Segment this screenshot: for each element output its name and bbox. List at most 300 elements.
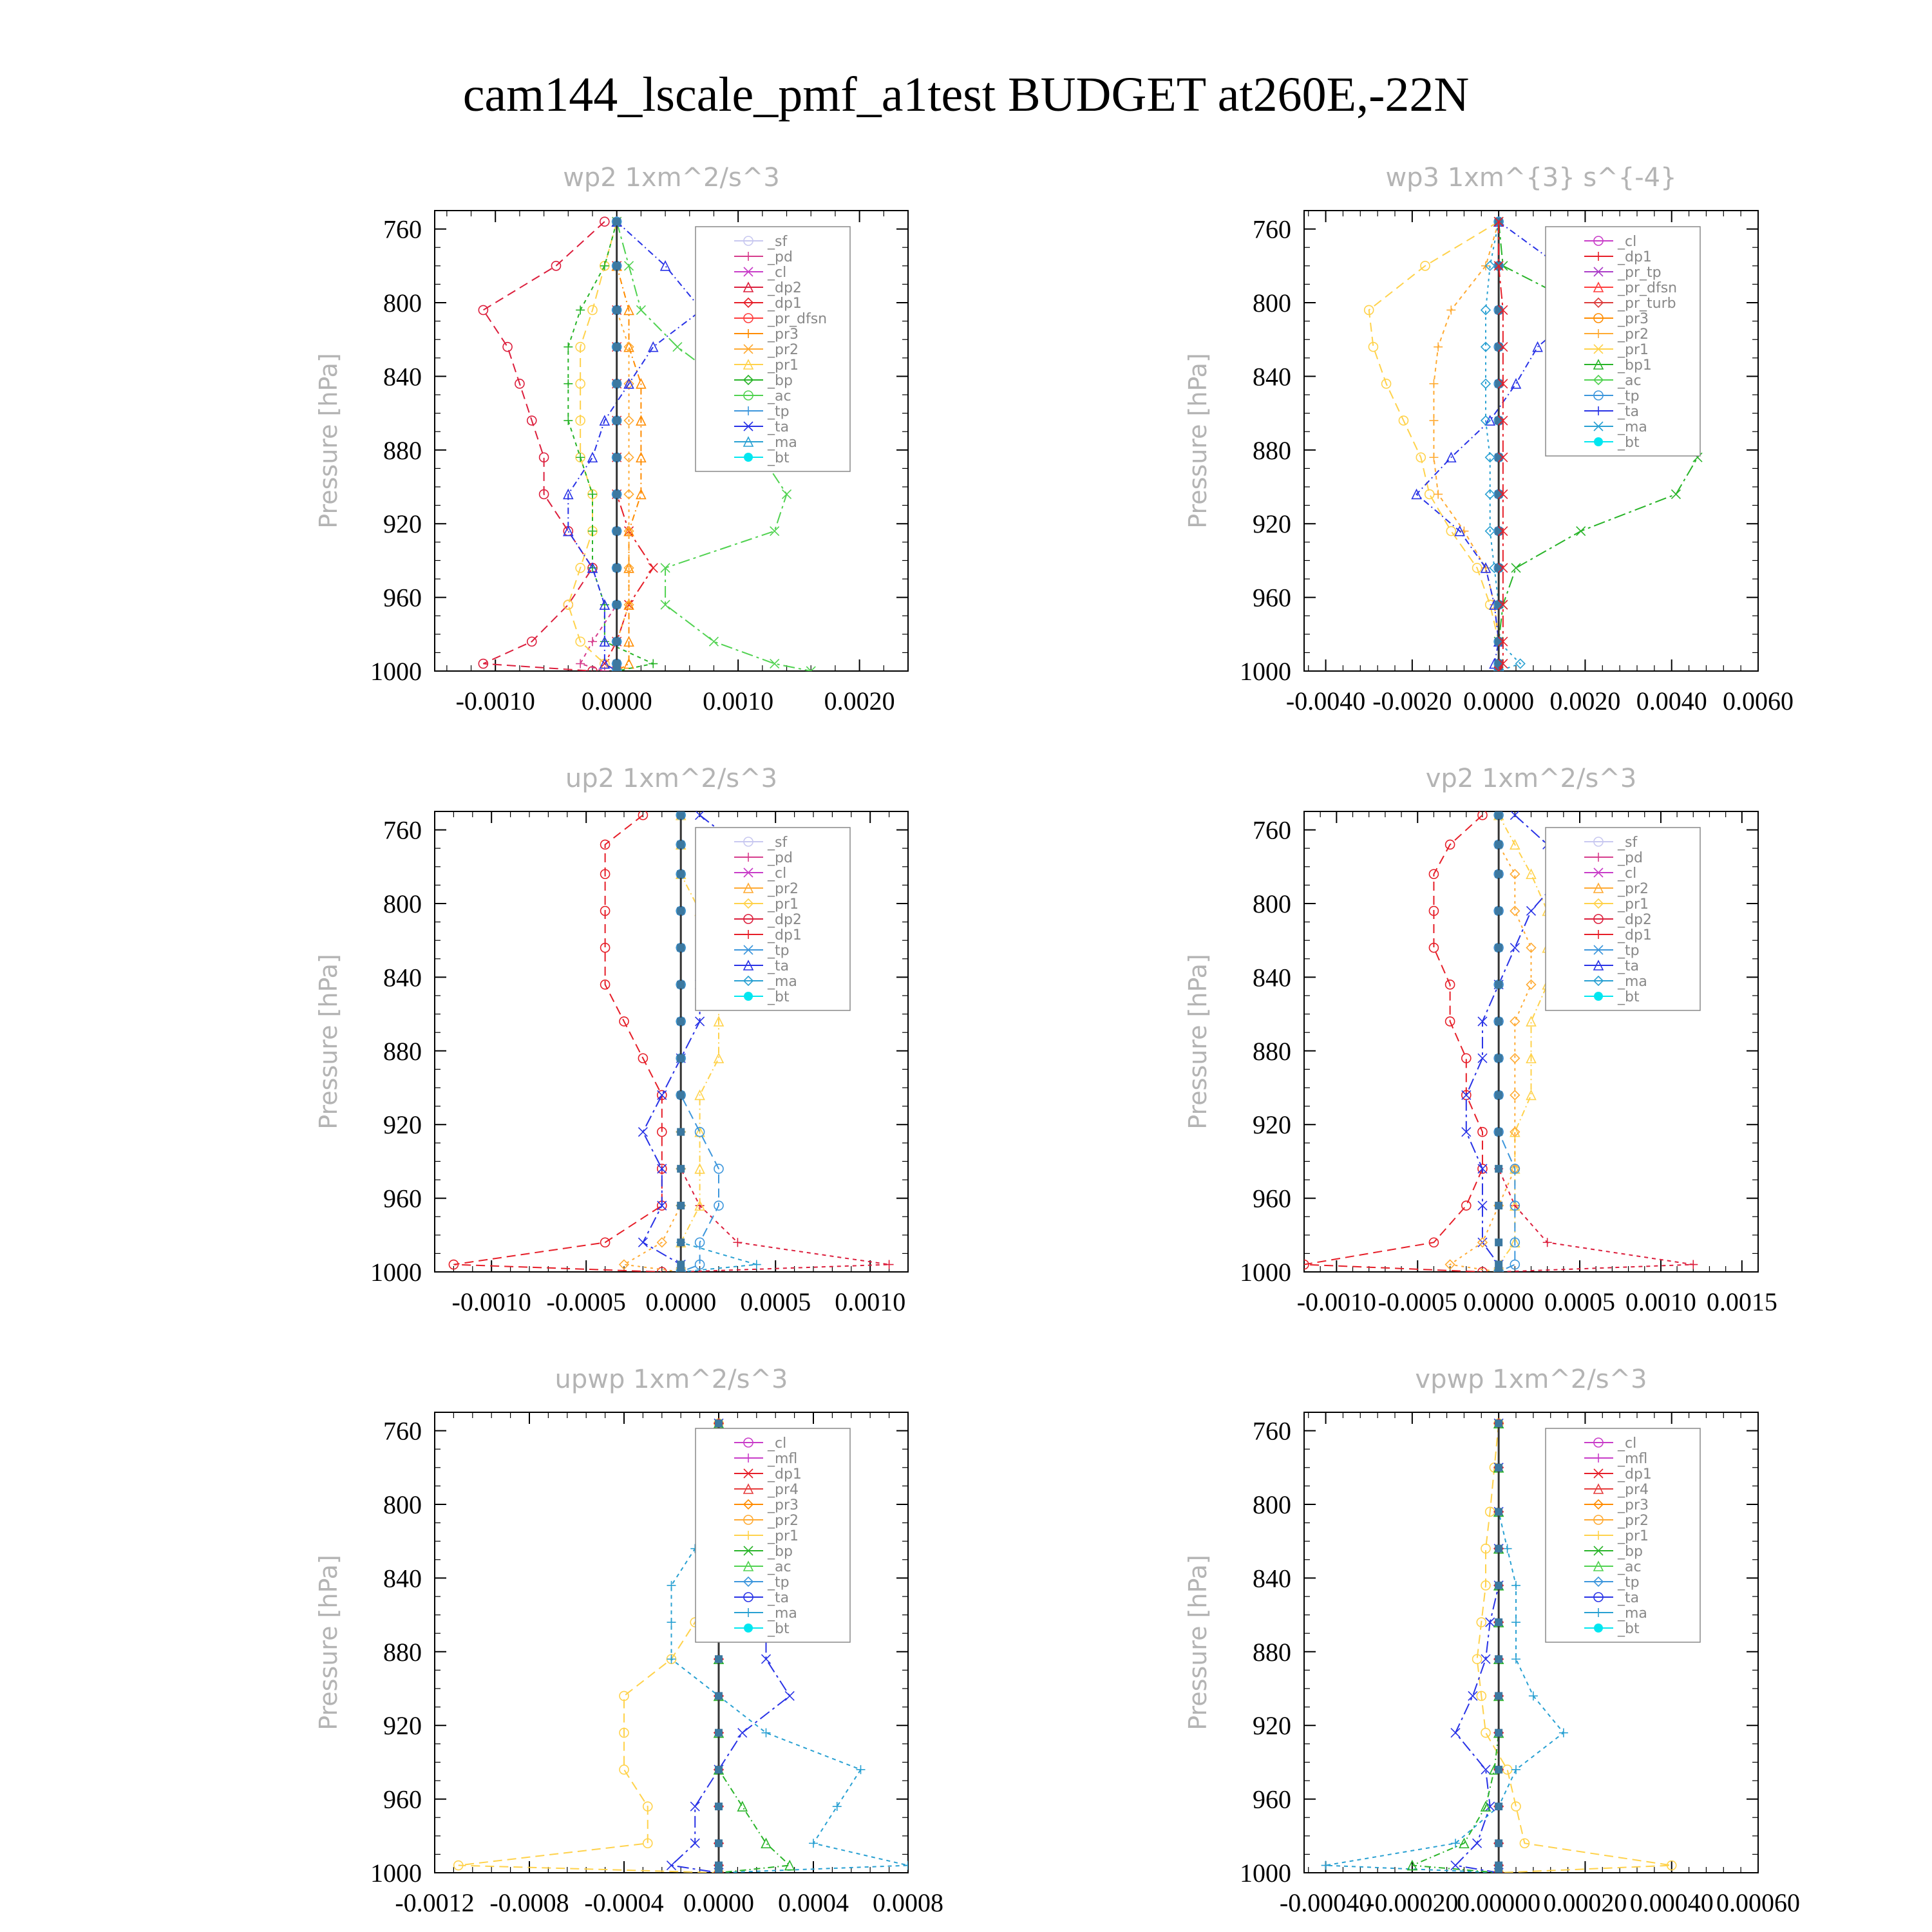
data-point-pr1 bbox=[1527, 1017, 1536, 1026]
legend-label: _dp1 bbox=[768, 1466, 802, 1482]
legend-label: _bt bbox=[768, 989, 790, 1005]
data-point-ma bbox=[1321, 1861, 1331, 1870]
data-point-bt bbox=[1495, 601, 1502, 609]
legend-label: _bt bbox=[1618, 1621, 1640, 1637]
legend-label: _ma bbox=[768, 1605, 797, 1622]
x-tick-label: -0.0008 bbox=[489, 1888, 569, 1917]
legend-label: _pr3 bbox=[768, 327, 799, 343]
data-point-ta bbox=[785, 1691, 794, 1700]
data-point-bt bbox=[677, 1091, 685, 1099]
legend-label: _ma bbox=[1618, 1605, 1647, 1622]
y-tick-label: 1000 bbox=[370, 657, 422, 686]
y-tick-label: 1000 bbox=[370, 1258, 422, 1287]
legend-label: _pr4 bbox=[1618, 1482, 1649, 1498]
data-point-bt bbox=[677, 811, 685, 819]
y-tick-label: 1000 bbox=[1240, 1859, 1291, 1888]
data-point-bt bbox=[1495, 417, 1502, 424]
legend-marker bbox=[744, 992, 753, 1001]
data-point-dp2 bbox=[885, 1260, 894, 1269]
legend-label: _ac bbox=[768, 388, 791, 404]
y-axis-label: Pressure [hPa] bbox=[1184, 353, 1212, 529]
legend-label: _sf bbox=[1618, 835, 1638, 851]
y-tick-label: 760 bbox=[1253, 214, 1291, 244]
data-point-ta bbox=[1510, 943, 1519, 952]
data-point-ta bbox=[588, 453, 597, 462]
data-point-pr1 bbox=[564, 600, 573, 609]
chart-title: upwp 1xm^2/s^3 bbox=[554, 1365, 788, 1394]
chart-panel-5 bbox=[314, 1365, 943, 1917]
x-tick-label: -0.0010 bbox=[451, 1287, 531, 1316]
legend-label: _cl bbox=[768, 1435, 787, 1452]
data-point-pr1 bbox=[1425, 489, 1434, 498]
legend-label: _pr1 bbox=[768, 896, 799, 913]
legend-label: _ma bbox=[1618, 419, 1647, 435]
x-tick-label: 0.0000 bbox=[581, 687, 652, 715]
y-axis-label: Pressure [hPa] bbox=[314, 353, 343, 529]
legend-label: _ac bbox=[1618, 1559, 1642, 1575]
legend-label: _bp bbox=[1618, 1544, 1643, 1560]
data-point-ta bbox=[667, 1861, 676, 1870]
legend-label: _bt bbox=[768, 450, 790, 466]
legend-label: _pr3 bbox=[768, 1497, 799, 1513]
y-tick-label: 800 bbox=[383, 289, 422, 317]
data-point-bt bbox=[1495, 1054, 1502, 1062]
legend-label: _pr1 bbox=[1618, 1528, 1649, 1544]
data-point-ta bbox=[1527, 906, 1536, 915]
data-point-bt bbox=[677, 840, 685, 848]
y-tick-label: 840 bbox=[383, 1564, 422, 1593]
data-point-dp1 bbox=[649, 564, 658, 573]
data-point-bt bbox=[677, 944, 685, 952]
x-tick-label: 0.0004 bbox=[778, 1888, 849, 1917]
data-point-ac bbox=[770, 527, 779, 536]
chart-panel-6 bbox=[1184, 1365, 1800, 1917]
legend-label: _dp1 bbox=[768, 296, 802, 312]
data-point-bt bbox=[1495, 564, 1502, 572]
legend-label: _tp bbox=[1618, 388, 1640, 404]
data-point-bt bbox=[613, 564, 621, 572]
data-point-ma bbox=[904, 1861, 913, 1870]
data-point-bt bbox=[1495, 1582, 1502, 1589]
y-tick-label: 1000 bbox=[1240, 1258, 1291, 1287]
data-point-ac bbox=[709, 637, 718, 646]
x-tick-label: 0.0000 bbox=[683, 1888, 754, 1917]
y-tick-label: 920 bbox=[1253, 1711, 1291, 1741]
legend-label: _ta bbox=[1618, 404, 1640, 420]
legend-label: _cl bbox=[768, 866, 787, 882]
chart-panel-1 bbox=[314, 163, 908, 715]
legend-label: _pd bbox=[768, 850, 793, 866]
legend-label: _pr4 bbox=[768, 1482, 799, 1498]
data-point-bp bbox=[564, 416, 573, 425]
y-tick-label: 880 bbox=[1253, 435, 1291, 465]
chart-title: wp2 1xm^2/s^3 bbox=[563, 163, 780, 193]
legend-label: _pd bbox=[768, 249, 793, 265]
data-point-pr1 bbox=[1511, 1802, 1520, 1811]
legend-marker bbox=[744, 453, 753, 462]
data-point-bt bbox=[613, 218, 621, 225]
data-point-pr1 bbox=[620, 1691, 629, 1700]
data-point-bt bbox=[1495, 1268, 1502, 1276]
series-line-dp1 bbox=[1304, 815, 1482, 1272]
y-tick-label: 760 bbox=[383, 1416, 422, 1446]
y-tick-label: 840 bbox=[383, 362, 422, 392]
data-point-bt bbox=[613, 262, 621, 270]
y-tick-label: 840 bbox=[1253, 963, 1291, 992]
data-point-ma bbox=[1529, 1691, 1538, 1700]
legend-label: _tp bbox=[768, 943, 790, 959]
legend-marker bbox=[1594, 437, 1603, 446]
series-line-pd bbox=[580, 222, 617, 671]
data-point-bt bbox=[1495, 981, 1502, 989]
data-point-dp2 bbox=[503, 343, 512, 352]
figure-title: cam144_lscale_pmf_a1test BUDGET at260E,-22N bbox=[462, 68, 1470, 122]
data-point-bt bbox=[613, 306, 621, 314]
y-tick-label: 920 bbox=[383, 509, 422, 539]
data-point-ma bbox=[1511, 1654, 1520, 1663]
legend-label: _ta bbox=[768, 1590, 790, 1606]
data-point-pd bbox=[576, 659, 585, 668]
y-tick-label: 960 bbox=[383, 1785, 422, 1814]
data-point-bp bbox=[576, 305, 585, 314]
legend-label: _pr2 bbox=[768, 881, 799, 897]
data-point-bt bbox=[1495, 1729, 1502, 1737]
data-point-bp1 bbox=[1577, 527, 1586, 536]
data-point-bt bbox=[1495, 944, 1502, 952]
y-axis-label: Pressure [hPa] bbox=[314, 954, 343, 1130]
x-tick-label: 0.0005 bbox=[740, 1287, 811, 1316]
data-point-dp2 bbox=[478, 305, 488, 314]
data-point-bt bbox=[1495, 1618, 1502, 1626]
y-tick-label: 1000 bbox=[1240, 657, 1291, 686]
legend-label: _pr_tp bbox=[1618, 265, 1662, 281]
x-tick-label: 0.0015 bbox=[1706, 1287, 1777, 1316]
legend-label: _mfl bbox=[1618, 1451, 1648, 1467]
data-point-bt bbox=[677, 1054, 685, 1062]
series-line-pr2 bbox=[624, 815, 681, 1272]
x-tick-label: -0.0004 bbox=[584, 1888, 664, 1917]
legend-label: _dp1 bbox=[1618, 1466, 1652, 1482]
x-tick-label: 0.0008 bbox=[873, 1888, 943, 1917]
data-point-pr2 bbox=[1429, 453, 1438, 462]
y-tick-label: 880 bbox=[383, 1637, 422, 1667]
y-tick-label: 840 bbox=[1253, 1564, 1291, 1593]
x-tick-label: 0.00060 bbox=[1716, 1888, 1800, 1917]
x-tick-label: 0.00040 bbox=[1629, 1888, 1714, 1917]
legend-label: _mfl bbox=[768, 1451, 798, 1467]
legend-label: _pr_dfsn bbox=[768, 311, 828, 327]
data-point-pr1 bbox=[1481, 1728, 1490, 1738]
y-tick-label: 880 bbox=[1253, 1036, 1291, 1066]
data-point-pr2 bbox=[1429, 379, 1438, 388]
legend-label: _pr1 bbox=[1618, 342, 1649, 358]
data-point-bt bbox=[677, 1238, 685, 1246]
data-point-bt bbox=[613, 453, 621, 461]
legend-label: _ta bbox=[768, 419, 790, 435]
legend-label: _pr2 bbox=[1618, 881, 1649, 897]
data-point-pr1 bbox=[1446, 527, 1455, 536]
legend-label: _pr1 bbox=[768, 357, 799, 374]
x-tick-label: 0.0020 bbox=[824, 687, 895, 715]
data-point-ta bbox=[738, 1728, 747, 1738]
data-point-pd bbox=[588, 637, 597, 646]
data-point-bt bbox=[1495, 1655, 1502, 1663]
legend-label: _pr1 bbox=[768, 1528, 799, 1544]
data-point-bt bbox=[1495, 1165, 1502, 1173]
y-axis-label: Pressure [hPa] bbox=[1184, 954, 1212, 1130]
data-point-ma bbox=[667, 1581, 676, 1590]
x-tick-label: 0.0040 bbox=[1636, 687, 1707, 715]
x-tick-label: -0.00020 bbox=[1366, 1888, 1459, 1917]
chart-panel-3 bbox=[314, 764, 908, 1316]
y-tick-label: 800 bbox=[1253, 889, 1291, 918]
legend-marker bbox=[1594, 1624, 1603, 1633]
x-tick-label: -0.0020 bbox=[1372, 687, 1452, 715]
legend-label: _sf bbox=[768, 835, 788, 851]
legend-label: _pr1 bbox=[1618, 896, 1649, 913]
legend-label: _cl bbox=[768, 265, 787, 281]
y-tick-label: 760 bbox=[383, 214, 422, 244]
data-point-bt bbox=[715, 1839, 723, 1847]
x-tick-label: 0.0020 bbox=[1549, 687, 1621, 715]
legend-label: _tp bbox=[1618, 943, 1640, 959]
x-tick-label: -0.00040 bbox=[1279, 1888, 1372, 1917]
series-line-bp bbox=[1412, 1423, 1499, 1873]
data-point-bt bbox=[677, 981, 685, 989]
data-point-ma bbox=[809, 1839, 818, 1848]
chart-panel-4 bbox=[1184, 764, 1777, 1316]
data-point-bt bbox=[613, 660, 621, 668]
data-point-pr1 bbox=[1527, 1090, 1536, 1099]
data-point-ta bbox=[649, 343, 658, 352]
data-point-pr2 bbox=[1429, 416, 1438, 425]
y-tick-label: 960 bbox=[1253, 1785, 1291, 1814]
legend-label: _bt bbox=[768, 1621, 790, 1637]
data-point-dp2 bbox=[1543, 1238, 1552, 1247]
y-tick-label: 760 bbox=[1253, 815, 1291, 845]
data-point-bt bbox=[1495, 1803, 1502, 1810]
data-point-ta bbox=[1533, 343, 1542, 352]
data-point-bt bbox=[1495, 453, 1502, 461]
data-point-ac bbox=[673, 343, 682, 352]
data-point-bp bbox=[762, 1839, 771, 1848]
series-line-dp1 bbox=[453, 815, 661, 1272]
data-point-bt bbox=[1495, 527, 1502, 535]
data-point-ma bbox=[857, 1765, 866, 1774]
data-point-bt bbox=[1495, 1839, 1502, 1847]
legend-label: _pr3 bbox=[1618, 311, 1649, 327]
legend-label: _bp bbox=[768, 1544, 793, 1560]
data-point-bt bbox=[715, 1729, 723, 1737]
legend-label: _pr3 bbox=[1618, 1497, 1649, 1513]
x-tick-label: -0.0010 bbox=[455, 687, 535, 715]
legend-label: _tp bbox=[768, 1575, 790, 1591]
data-point-bt bbox=[1495, 1238, 1502, 1246]
y-tick-label: 960 bbox=[1253, 583, 1291, 612]
y-tick-label: 920 bbox=[383, 1110, 422, 1140]
data-point-bp bbox=[738, 1802, 747, 1811]
data-point-ac bbox=[636, 305, 645, 314]
y-tick-label: 840 bbox=[1253, 362, 1291, 392]
series-line-pr1 bbox=[1499, 815, 1548, 1272]
x-tick-label: 0.00000 bbox=[1457, 1888, 1541, 1917]
data-point-ac bbox=[625, 261, 634, 270]
legend-marker bbox=[744, 1624, 753, 1633]
data-point-bt bbox=[677, 907, 685, 914]
y-tick-label: 800 bbox=[383, 889, 422, 918]
legend-label: _cl bbox=[1618, 1435, 1637, 1452]
legend-label: _pr2 bbox=[1618, 1513, 1649, 1529]
y-axis-label: Pressure [hPa] bbox=[314, 1555, 343, 1730]
data-point-bt bbox=[715, 1862, 723, 1870]
data-point-bt bbox=[1495, 1766, 1502, 1774]
y-axis-label: Pressure [hPa] bbox=[1184, 1555, 1212, 1730]
legend-label: _ma bbox=[768, 974, 797, 990]
data-point-pr1 bbox=[1503, 1765, 1512, 1774]
y-tick-label: 840 bbox=[383, 963, 422, 992]
x-tick-label: -0.0010 bbox=[1296, 1287, 1377, 1316]
y-tick-label: 800 bbox=[1253, 1490, 1291, 1519]
y-tick-label: 800 bbox=[1253, 289, 1291, 317]
legend-label: _ma bbox=[768, 435, 797, 451]
data-point-ta bbox=[1468, 1691, 1477, 1700]
data-point-bt bbox=[1495, 1545, 1502, 1553]
legend-label: _dp1 bbox=[768, 927, 802, 943]
data-point-bt bbox=[715, 1869, 723, 1877]
x-tick-label: 0.0000 bbox=[1463, 1287, 1535, 1316]
data-point-bt bbox=[1495, 811, 1502, 819]
legend-label: _dp2 bbox=[768, 280, 802, 296]
data-point-ta bbox=[638, 1238, 647, 1247]
data-point-bt bbox=[715, 1419, 723, 1427]
data-point-bt bbox=[613, 417, 621, 424]
data-point-bt bbox=[677, 870, 685, 878]
data-point-bt bbox=[613, 380, 621, 388]
legend-label: _tp bbox=[1618, 1575, 1640, 1591]
data-point-bt bbox=[677, 1261, 685, 1269]
data-point-bt bbox=[715, 1803, 723, 1810]
panels bbox=[314, 163, 1800, 1917]
series-line-dp2 bbox=[483, 222, 604, 671]
legend-label: _bp1 bbox=[1618, 357, 1652, 374]
y-tick-label: 960 bbox=[1253, 1184, 1291, 1213]
data-point-dp2 bbox=[1689, 1260, 1698, 1269]
y-tick-label: 920 bbox=[1253, 1110, 1291, 1140]
y-tick-label: 800 bbox=[383, 1490, 422, 1519]
data-point-bt bbox=[1495, 1091, 1502, 1099]
legend-label: _pr2 bbox=[768, 342, 799, 358]
legend-label: _pr_dfsn bbox=[1618, 280, 1678, 296]
y-tick-label: 880 bbox=[1253, 1637, 1291, 1667]
data-point-ma bbox=[752, 1260, 761, 1269]
legend-label: _ac bbox=[1618, 373, 1642, 389]
data-point-bt bbox=[677, 1268, 685, 1276]
data-point-ma bbox=[1511, 1581, 1520, 1590]
y-tick-label: 760 bbox=[383, 815, 422, 845]
legend-label: _ac bbox=[768, 1559, 791, 1575]
legend-label: _ma bbox=[1618, 974, 1647, 990]
legend-label: _ta bbox=[768, 958, 790, 974]
data-point-bt bbox=[1495, 343, 1502, 351]
data-point-bt bbox=[1495, 870, 1502, 878]
data-point-bt bbox=[613, 601, 621, 609]
chart-title: vpwp 1xm^2/s^3 bbox=[1415, 1365, 1647, 1394]
data-point-ta bbox=[1478, 1054, 1487, 1063]
data-point-bp1 bbox=[1671, 489, 1680, 498]
legend-label: _dp2 bbox=[1618, 912, 1652, 928]
x-tick-label: -0.0005 bbox=[1378, 1287, 1457, 1316]
data-point-ta bbox=[638, 1128, 647, 1137]
data-point-bt bbox=[1495, 1128, 1502, 1136]
data-point-bt bbox=[1495, 1464, 1502, 1472]
data-point-ma bbox=[1511, 1618, 1520, 1627]
legend-label: _pr2 bbox=[768, 1513, 799, 1529]
x-tick-label: -0.0040 bbox=[1285, 687, 1366, 715]
chart-title: wp3 1xm^{3} s^{-4} bbox=[1385, 163, 1677, 193]
x-tick-label: -0.0012 bbox=[395, 1888, 475, 1917]
data-point-bp1 bbox=[1511, 564, 1520, 573]
legend-label: _bt bbox=[1618, 435, 1640, 451]
data-point-ta bbox=[1511, 379, 1520, 388]
data-point-ma bbox=[1559, 1728, 1568, 1738]
y-tick-label: 880 bbox=[383, 1036, 422, 1066]
x-tick-label: -0.0005 bbox=[546, 1287, 626, 1316]
legend-label: _dp1 bbox=[1618, 927, 1652, 943]
data-point-bt bbox=[613, 667, 621, 675]
data-point-bt bbox=[1495, 490, 1502, 498]
data-point-ma bbox=[1503, 1544, 1512, 1553]
data-point-bt bbox=[1495, 907, 1502, 914]
y-tick-label: 880 bbox=[383, 435, 422, 465]
legend-label: _ta bbox=[1618, 1590, 1640, 1606]
x-tick-label: 0.00020 bbox=[1543, 1888, 1627, 1917]
y-tick-label: 760 bbox=[1253, 1416, 1291, 1446]
data-point-ta bbox=[1481, 1654, 1490, 1663]
legend-marker bbox=[1594, 992, 1603, 1001]
data-point-pr1 bbox=[714, 1054, 723, 1063]
data-point-bt bbox=[1495, 380, 1502, 388]
data-point-pr2 bbox=[1434, 489, 1443, 498]
data-point-bt bbox=[1495, 840, 1502, 848]
x-tick-label: 0.0060 bbox=[1723, 687, 1794, 715]
data-point-pr2 bbox=[1527, 980, 1536, 989]
data-point-bt bbox=[715, 1655, 723, 1663]
x-tick-label: 0.0010 bbox=[703, 687, 774, 715]
series-line-ma bbox=[1326, 1423, 1564, 1873]
data-point-bt bbox=[715, 1766, 723, 1774]
legend-label: _ta bbox=[1618, 958, 1640, 974]
chart-title: vp2 1xm^2/s^3 bbox=[1425, 764, 1637, 793]
data-point-ta bbox=[1473, 1839, 1482, 1848]
data-point-bt bbox=[1495, 306, 1502, 314]
x-tick-label: 0.0000 bbox=[1463, 687, 1535, 715]
chart-panel-2 bbox=[1184, 163, 1794, 715]
data-point-bt bbox=[1495, 1261, 1502, 1269]
data-point-pr1 bbox=[620, 1765, 629, 1774]
data-point-dp1 bbox=[1462, 1201, 1471, 1210]
data-point-ma bbox=[667, 1618, 676, 1627]
legend-label: _dp2 bbox=[768, 912, 802, 928]
data-point-pr2 bbox=[1434, 343, 1443, 352]
y-tick-label: 1000 bbox=[370, 1859, 422, 1888]
data-point-bt bbox=[715, 1692, 723, 1700]
data-point-bt bbox=[1495, 1419, 1502, 1427]
chart-title: up2 1xm^2/s^3 bbox=[565, 764, 778, 793]
data-point-bp bbox=[564, 343, 573, 352]
data-point-pr2 bbox=[1446, 305, 1455, 314]
data-point-bp bbox=[564, 379, 573, 388]
legend-label: _pd bbox=[1618, 850, 1643, 866]
